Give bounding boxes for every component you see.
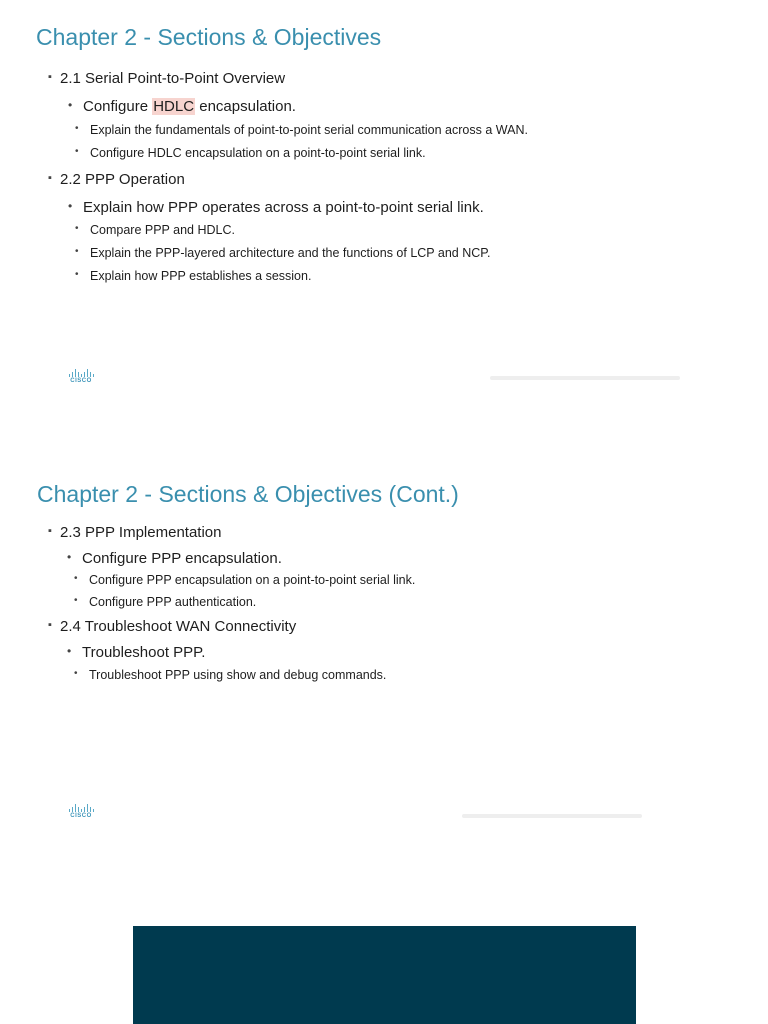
- bullet-dot-icon: •: [75, 146, 79, 157]
- highlighted-term: HDLC: [153, 98, 195, 115]
- objective-item: [74, 595, 257, 609]
- section-item: [48, 524, 222, 541]
- objective-item: [75, 223, 235, 237]
- slide-title: Chapter 2 - Sections & Objectives (Cont.): [37, 481, 459, 507]
- topic-text: Troubleshoot PPP.: [82, 644, 206, 661]
- objective-item: [74, 668, 387, 682]
- dark-slide-block: [133, 926, 636, 1024]
- objective-item: [75, 123, 528, 137]
- objective-text: Configure PPP encapsulation on a point-to-point serial link.: [89, 573, 416, 587]
- section-label: 2.2 PPP Operation: [60, 171, 185, 188]
- objective-item: [75, 146, 426, 160]
- bullet-dot-icon: •: [75, 223, 79, 234]
- topic-text: encapsulation.: [195, 98, 296, 115]
- topic-item: [67, 644, 206, 661]
- bullet-dot-icon: •: [75, 246, 79, 257]
- cisco-logo: [66, 804, 96, 819]
- bullet-dot-icon: •: [68, 98, 73, 112]
- cisco-logo-text: CISCO: [70, 813, 92, 819]
- objective-item: [75, 269, 312, 283]
- objective-text: Explain the fundamentals of point-to-point serial communication across a WAN.: [90, 123, 528, 137]
- bullet-dot-icon: •: [74, 668, 78, 679]
- topic-item: [68, 199, 484, 216]
- objective-text: Explain the PPP-layered architecture and the functions of LCP and NCP.: [90, 246, 491, 260]
- cisco-logo-text: CISCO: [70, 378, 92, 384]
- topic-text: Configure PPP encapsulation.: [82, 550, 282, 567]
- bullet-dot-icon: •: [74, 595, 78, 606]
- bullet-square-icon: ▪: [48, 172, 52, 184]
- section-item: [48, 70, 286, 87]
- bullet-dot-icon: •: [75, 269, 79, 280]
- objective-text: Configure HDLC encapsulation on a point-to-point serial link.: [90, 146, 426, 160]
- cisco-bars-icon: [66, 369, 96, 377]
- objective-text: Configure PPP authentication.: [89, 595, 257, 609]
- topic-item: [68, 98, 296, 115]
- section-label: 2.1 Serial Point-to-Point Overview: [60, 70, 286, 87]
- slide-title: Chapter 2 - Sections & Objectives: [36, 24, 382, 50]
- topic-item: [67, 550, 282, 567]
- section-label: 2.4 Troubleshoot WAN Connectivity: [60, 618, 297, 635]
- bullet-square-icon: ▪: [48, 619, 52, 631]
- cisco-logo: [66, 369, 96, 384]
- bullet-dot-icon: •: [67, 550, 72, 564]
- objective-text: Compare PPP and HDLC.: [90, 223, 235, 237]
- section-item: [48, 171, 185, 188]
- cisco-bars-icon: [66, 804, 96, 812]
- slide-1: [0, 0, 768, 430]
- objective-item: [74, 573, 416, 587]
- bullet-square-icon: ▪: [48, 525, 52, 537]
- bullet-dot-icon: •: [67, 644, 72, 658]
- section-item: [48, 618, 297, 635]
- footer-line: [490, 376, 680, 380]
- section-label: 2.3 PPP Implementation: [60, 524, 222, 541]
- bullet-dot-icon: •: [68, 199, 73, 213]
- topic-text: Explain how PPP operates across a point-to-point serial link.: [83, 199, 484, 216]
- objective-text: Explain how PPP establishes a session.: [90, 269, 312, 283]
- footer-line: [462, 814, 642, 818]
- bullet-dot-icon: •: [75, 123, 79, 134]
- bullet-square-icon: ▪: [48, 71, 52, 83]
- slide-2: [0, 460, 768, 880]
- topic-text: Configure: [83, 98, 153, 115]
- objective-text: Troubleshoot PPP using show and debug commands.: [89, 668, 387, 682]
- objective-item: [75, 246, 491, 260]
- bullet-dot-icon: •: [74, 573, 78, 584]
